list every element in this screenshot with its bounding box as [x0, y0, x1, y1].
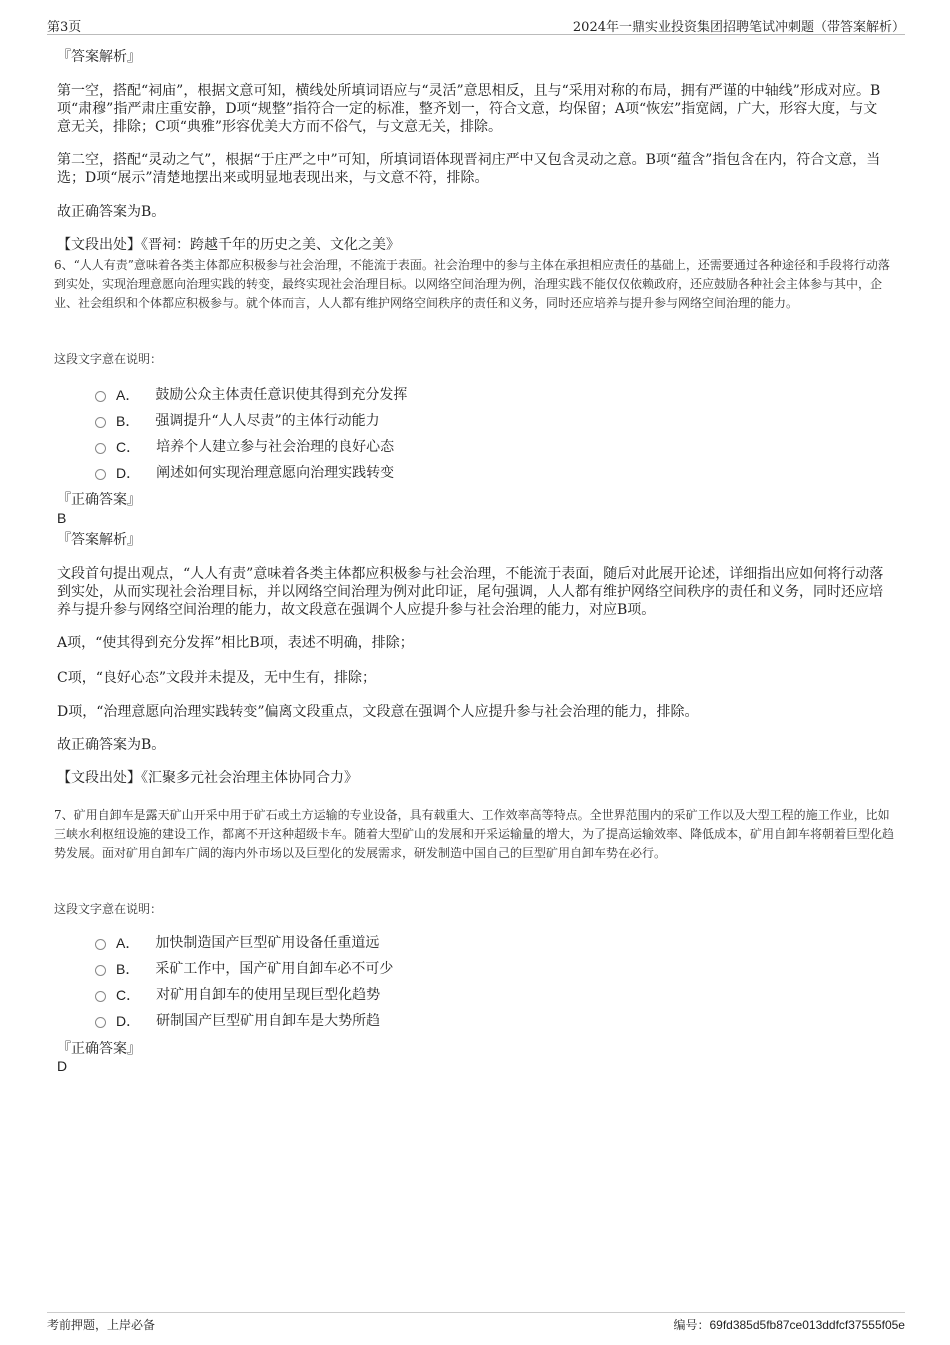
- question-7-option-b[interactable]: [95, 960, 393, 978]
- option-letter: B．: [116, 961, 140, 977]
- option-text: 培养个人建立参与社会治理的良好心态: [156, 439, 395, 455]
- option-text: 阐述如何实现治理意愿向治理实践转变: [156, 465, 395, 481]
- question-6-text: 6、“人人有责”意味着各类主体都应积极参与社会治理，不能流于表面。社会治理中的参与主体在承担相应责任的基础上，还需要通过各种途径和手段将行动落到实处，实现治理意愿向治理实践的转变，最终实现社会治理目标。以网络空间治理为例，治理实践不能仅仅依赖政府，还应鼓励各种社会主体参与其中，企业、社会组织和个体都应积极参与。就个体而言，人人都有维护网络空间秩序的责任和义务，同时还应培养与提升参与网络空间治理的能力。: [54, 258, 890, 310]
- option-letter: D．: [116, 1013, 141, 1029]
- analysis-note-d: D项，“治理意愿向治理实践转变”偏离文段重点，文段意在强调个人应提升参与社会治理的能力，排除。: [57, 704, 699, 720]
- correct-answer: B: [57, 510, 67, 526]
- source-citation: 【文段出处】《汇聚多元社会治理主体协同合力》: [57, 770, 358, 786]
- question-6-option-b[interactable]: [95, 412, 380, 430]
- radio-button[interactable]: [95, 939, 106, 950]
- question-7-option-c[interactable]: [95, 986, 380, 1004]
- radio-button[interactable]: [95, 417, 106, 428]
- option-text: 强调提升“人人尽责”的主体行动能力: [155, 413, 380, 429]
- correct-answer: D: [57, 1058, 68, 1074]
- footer-slogan: 考前押题，上岸必备: [47, 1318, 156, 1332]
- correct-answer-heading: 『正确答案』: [57, 492, 141, 508]
- radio-button[interactable]: [95, 391, 106, 402]
- analysis-paragraph-2: 第二空，搭配“灵动之气”，根据“于庄严之中”可知，所填词语体现晋祠庄严中又包含灵动之意。B项“蕴含”指包含在内，符合文意，当选；D项“展示”清楚地摆出来或明显地表现出来，与文意不符，排除。: [57, 152, 881, 186]
- analysis-conclusion: 故正确答案为B。: [57, 737, 166, 753]
- option-text: 采矿工作中，国产矿用自卸车必不可少: [155, 961, 394, 977]
- question-6-option-a[interactable]: [95, 386, 407, 404]
- radio-button[interactable]: [95, 965, 106, 976]
- option-text: 鼓励公众主体责任意识使其得到充分发挥: [155, 387, 408, 403]
- analysis-heading: 『答案解析』: [57, 49, 141, 65]
- question-7-text: 7、矿用自卸车是露天矿山开采中用于矿石或土方运输的专业设备，具有载重大、工作效率高等特点。全世界范围内的采矿工作以及大型工程的施工作业，比如三峡水利枢纽设施的建设工作，都离不开这种超级卡车。随着大型矿山的发展和开采运输量的增大，为了提高运输效率、降低成本，矿用自卸车将朝着巨型化趋势发展。面对矿用自卸车广阔的海内外市场以及巨型化的发展需求，研发制造中国自己的巨型矿用自卸车势在必行。: [54, 808, 895, 860]
- question-6-prompt: 这段文字意在说明：: [54, 352, 163, 366]
- analysis-note-c: C项，“良好心态”文段并未提及，无中生有，排除；: [57, 670, 377, 686]
- option-letter: D．: [116, 465, 141, 481]
- document-title: 2024年一鼎实业投资集团招聘笔试冲刺题（带答案解析）: [572, 20, 905, 35]
- option-text: 对矿用自卸车的使用呈现巨型化趋势: [156, 987, 381, 1003]
- question-7-option-a[interactable]: [95, 934, 379, 952]
- radio-button[interactable]: [95, 991, 106, 1002]
- correct-answer-heading: 『正确答案』: [57, 1041, 141, 1057]
- option-letter: C．: [116, 439, 141, 455]
- option-letter: A．: [116, 387, 140, 403]
- question-6-option-c[interactable]: [95, 438, 394, 456]
- analysis-paragraph-1: 第一空，搭配“祠庙”，根据文意可知，横线处所填词语应与“灵活”意思相反，且与“采用对称的布局，拥有严谨的中轴线”形成对应。B项“肃穆”指严肃庄重安静，D项“规整”指符合一定的标准，整齐划一，符合文意，均保留；A项“恢宏”指宽阔，广大，形容大度，与文意无关，排除；C项“典雅”形容优美大方而不俗气，与文意无关，排除。: [57, 83, 881, 135]
- analysis-note-a: A项，“使其得到充分发挥”相比B项，表述不明确，排除；: [57, 635, 414, 651]
- analysis-paragraph: 文段首句提出观点，“人人有责”意味着各类主体都应积极参与社会治理，不能流于表面，随后对此展开论述，详细指出应如何将行动落到实处，从而实现社会治理目标，并以网络空间治理为例对此印证，尾句强调，人人都有维护网络空间秩序的责任和义务，同时还应培养与提升参与网络空间治理的能力，故文段意在强调个人应提升参与社会治理的能力，对应B项。: [57, 566, 884, 618]
- radio-button[interactable]: [95, 1017, 106, 1028]
- page-footer: [47, 1312, 905, 1335]
- page-number: 第3页: [47, 20, 82, 35]
- analysis-conclusion: 故正确答案为B。: [57, 204, 166, 220]
- question-7-prompt: 这段文字意在说明：: [54, 902, 163, 916]
- option-text: 加快制造国产巨型矿用设备任重道远: [155, 935, 380, 951]
- radio-button[interactable]: [95, 469, 106, 480]
- question-6-option-d[interactable]: [95, 464, 394, 482]
- page-header: [47, 14, 905, 35]
- question-7-option-d[interactable]: [95, 1012, 380, 1030]
- source-citation: 【文段出处】《晋祠：跨越千年的历史之美、文化之美》: [57, 237, 400, 253]
- option-text: 研制国产巨型矿用自卸车是大势所趋: [156, 1013, 381, 1029]
- option-letter: B．: [116, 413, 140, 429]
- option-letter: C．: [116, 987, 141, 1003]
- analysis-heading: 『答案解析』: [57, 532, 141, 548]
- radio-button[interactable]: [95, 443, 106, 454]
- option-letter: A．: [116, 935, 140, 951]
- document-code: 编号：69fd385d5fb87ce013ddfcf37555f05e: [673, 1318, 905, 1332]
